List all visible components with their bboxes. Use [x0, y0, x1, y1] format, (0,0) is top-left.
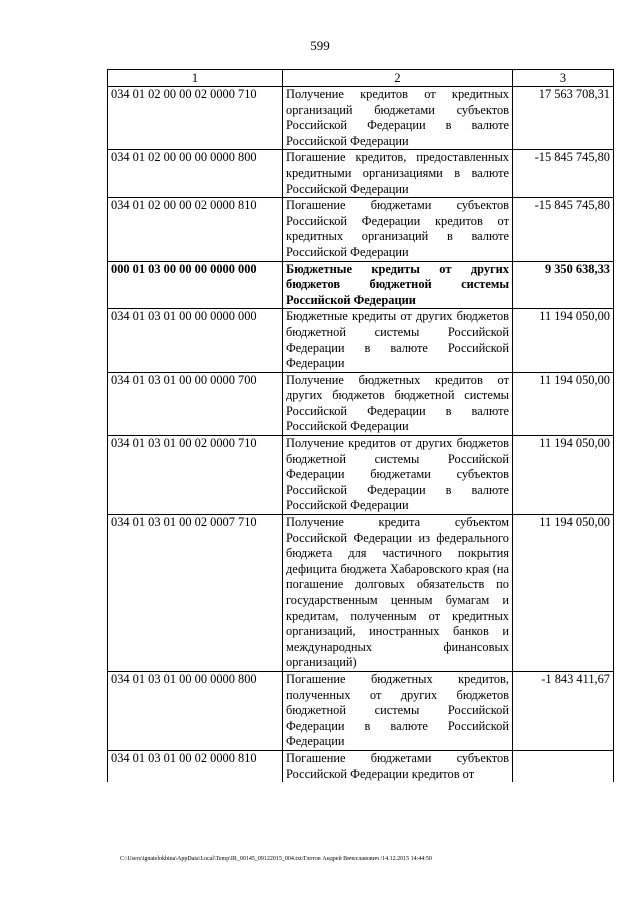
code-cell: 034 01 03 01 00 00 0000 800 — [108, 671, 283, 750]
table-row — [108, 515, 614, 672]
code-cell: 034 01 03 01 00 00 0000 700 — [108, 372, 283, 435]
description-cell: Погашение бюджетных кредитов, полученных от других бюджетов бюджетной системы Российской Федерации в валюте Российской Федерации — [283, 671, 513, 750]
amount-cell: 17 563 708,31 — [513, 87, 614, 150]
amount-cell: 11 194 050,00 — [513, 515, 614, 672]
amount-cell — [513, 750, 614, 782]
description-cell: Получение кредитов от других бюджетов бюджетной системы Российской Федерации бюджетами субъектов Российской Федерации в валюте Российской Федерации — [283, 436, 513, 515]
description-cell: Получение кредитов от кредитных организаций бюджетами субъектов Российской Федерации в валюте Российской Федерации — [283, 87, 513, 150]
code-cell: 034 01 02 00 00 00 0000 800 — [108, 150, 283, 198]
code-cell: 000 01 03 00 00 00 0000 000 — [108, 261, 283, 309]
code-cell: 034 01 02 00 00 02 0000 810 — [108, 198, 283, 261]
description-cell: Бюджетные кредиты от других бюджетов бюджетной системы Российской Федерации — [283, 261, 513, 309]
table-row — [108, 261, 614, 309]
description-cell: Получение бюджетных кредитов от других бюджетов бюджетной системы Российской Федерации в валюте Российской Федерации — [283, 372, 513, 435]
table-row — [108, 198, 614, 261]
description-cell: Погашение бюджетами субъектов Российской Федерации кредитов от — [283, 750, 513, 782]
column-header: 1 — [108, 70, 283, 87]
description-cell: Погашение кредитов, предоставленных кредитными организациями в валюте Российской Федерации — [283, 150, 513, 198]
table-row — [108, 671, 614, 750]
code-cell: 034 01 03 01 00 02 0000 710 — [108, 436, 283, 515]
amount-cell: -15 845 745,80 — [513, 198, 614, 261]
table-row — [108, 87, 614, 150]
description-cell: Бюджетные кредиты от других бюджетов бюджетной системы Российской Федерации в валюте Российской Федерации — [283, 309, 513, 372]
code-cell: 034 01 03 01 00 00 0000 000 — [108, 309, 283, 372]
code-cell: 034 01 03 01 00 02 0007 710 — [108, 515, 283, 672]
code-cell: 034 01 02 00 00 02 0000 710 — [108, 87, 283, 150]
page-number: 599 — [310, 38, 330, 53]
amount-cell: 9 350 638,33 — [513, 261, 614, 309]
amount-cell: 11 194 050,00 — [513, 309, 614, 372]
table-row — [108, 150, 614, 198]
table-row — [108, 436, 614, 515]
description-cell: Погашение бюджетами субъектов Российской Федерации кредитов от кредитных организаций в валюте Российской Федерации — [283, 198, 513, 261]
amount-cell: 11 194 050,00 — [513, 372, 614, 435]
table-header-row — [108, 70, 614, 87]
description-cell: Получение кредита субъектом Российской Федерации из федерального бюджета для частичного покрытия дефицита бюджета Хабаровского края (на погашение долговых обязательств по государственным ценным бумагам и кредитам, полученным от кредитных организаций, иностранных банков и международных финансовых организаций) — [283, 515, 513, 672]
amount-cell: -1 843 411,67 — [513, 671, 614, 750]
table-row — [108, 750, 614, 782]
code-cell: 034 01 03 01 00 02 0000 810 — [108, 750, 283, 782]
amount-cell: -15 845 745,80 — [513, 150, 614, 198]
column-header: 2 — [283, 70, 513, 87]
column-header: 3 — [513, 70, 614, 87]
table-row — [108, 372, 614, 435]
table-row — [108, 309, 614, 372]
file-path-footer: C:\Users\ignatelokhina\AppData\Local\Temp\IR_00145_09122015_004.txt/Глотов Андрей Вячеславович /14.12.2015 14:44:50 — [120, 856, 432, 862]
amount-cell: 11 194 050,00 — [513, 436, 614, 515]
budget-table — [107, 69, 614, 782]
